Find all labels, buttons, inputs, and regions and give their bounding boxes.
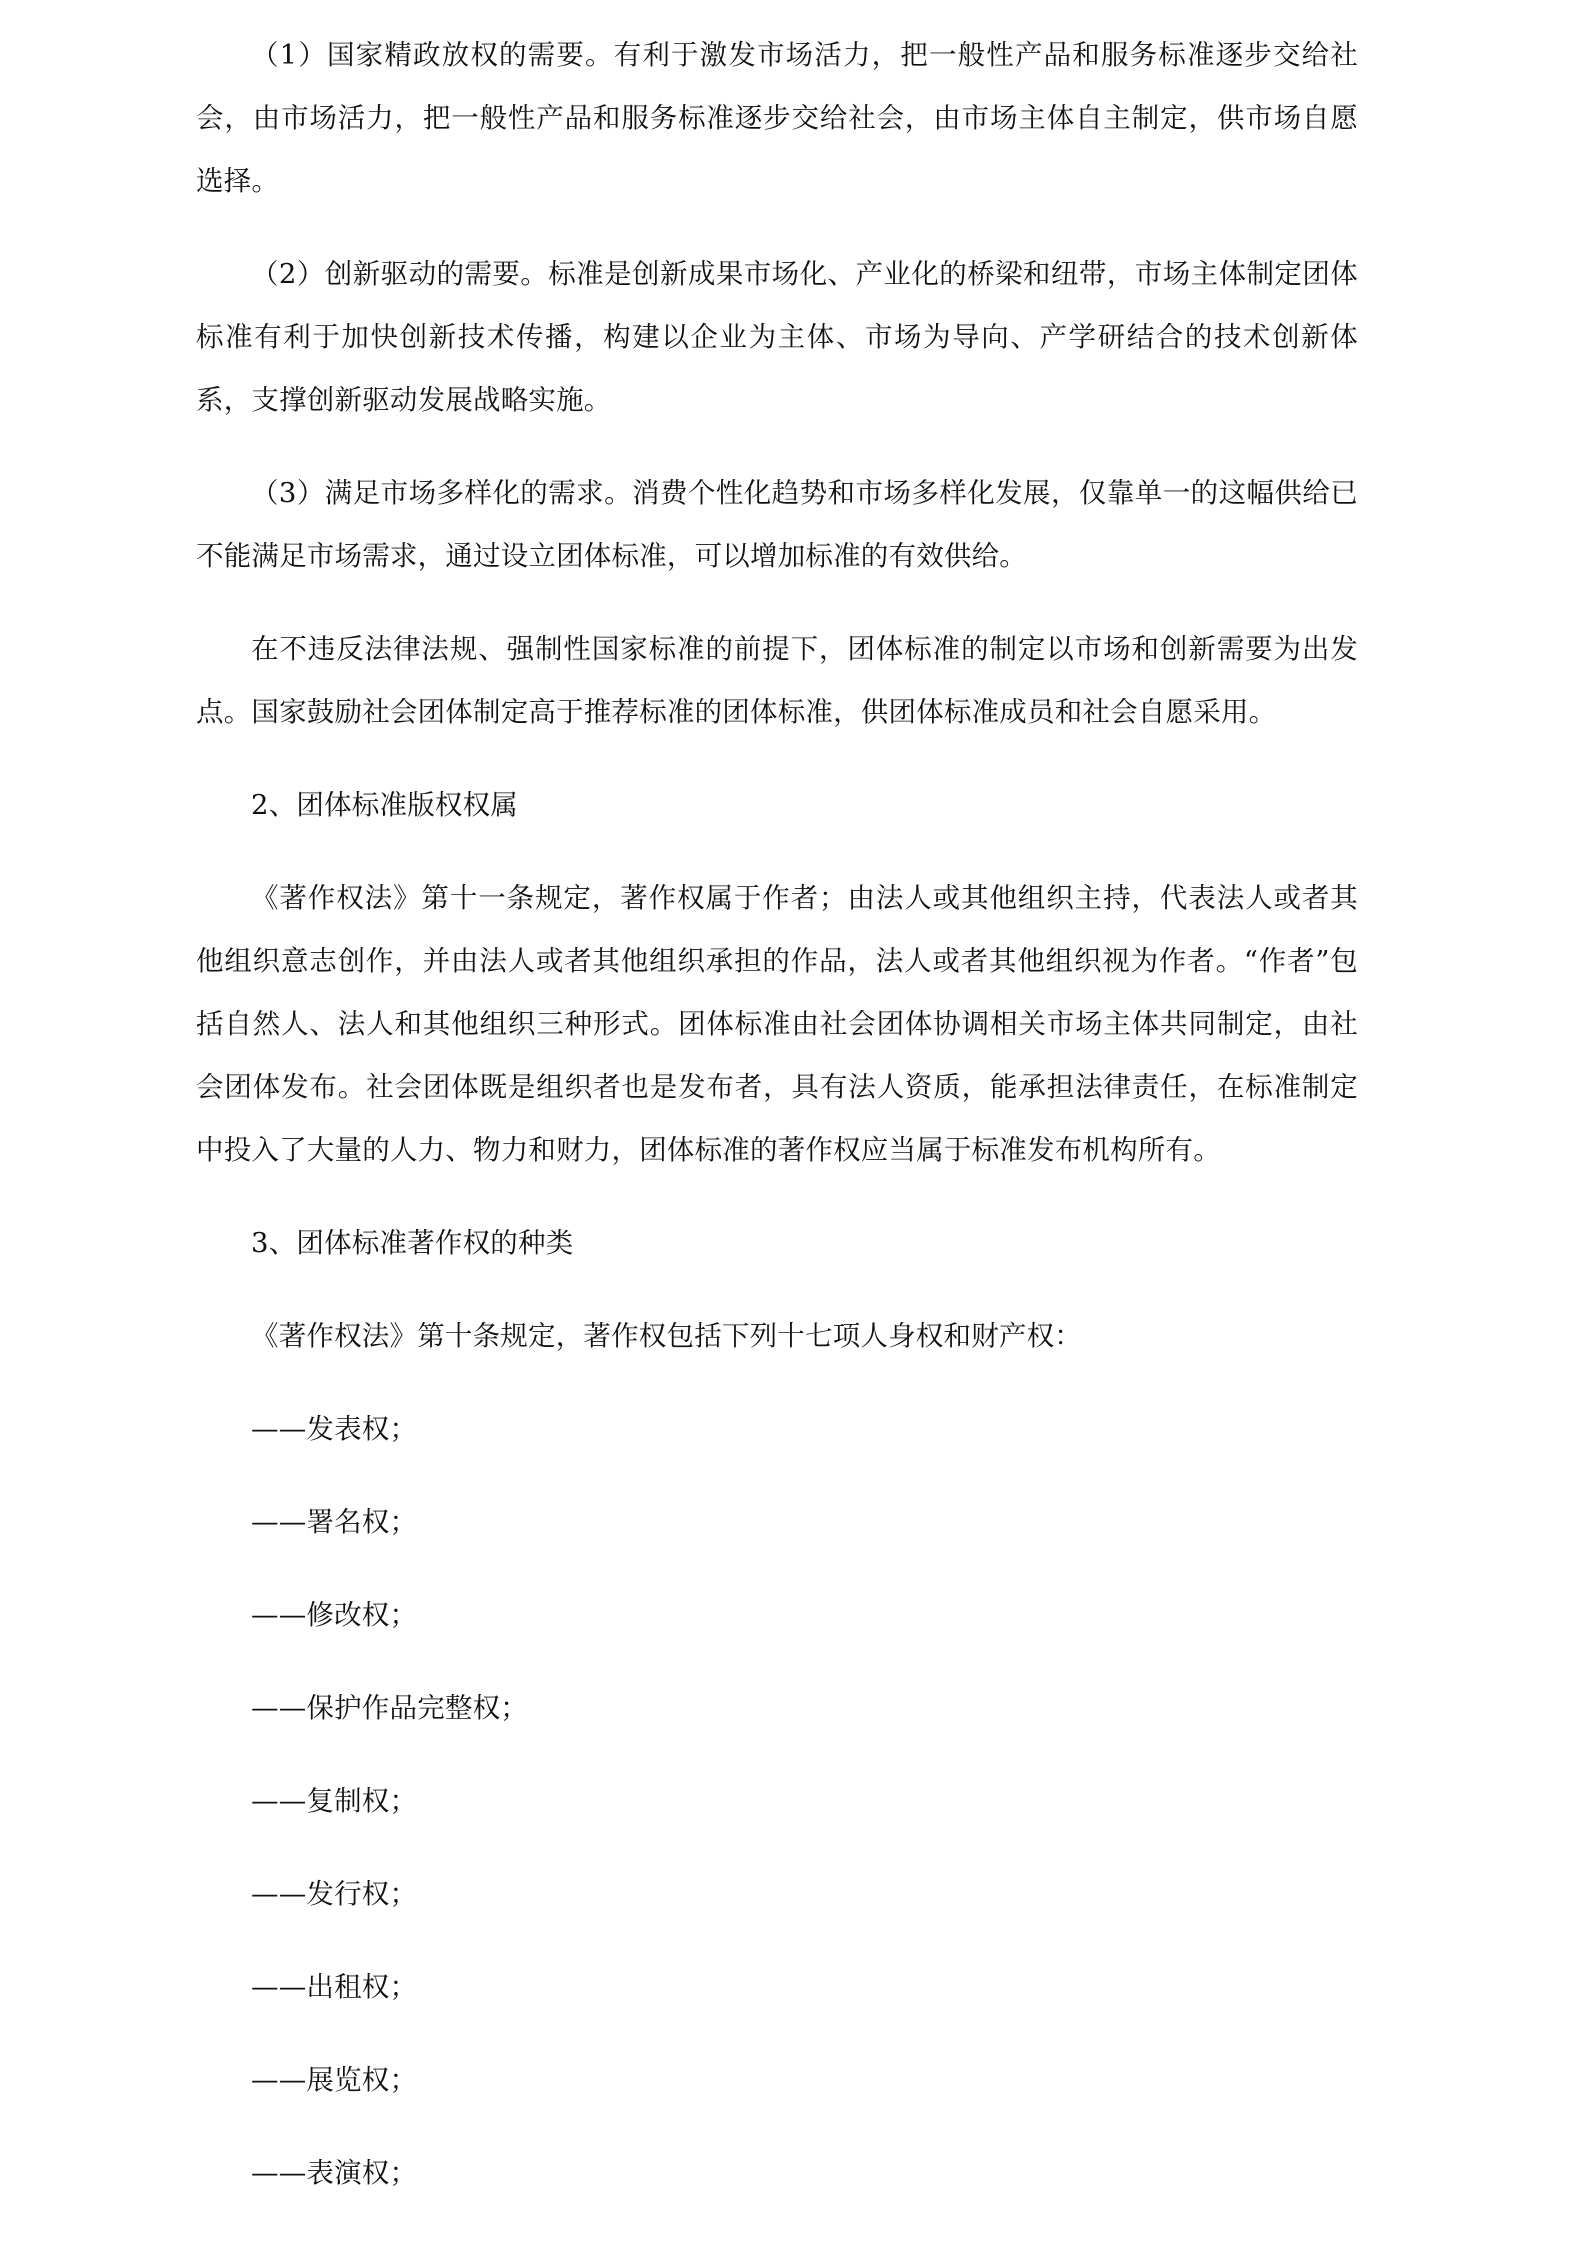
right-item-reproduction: ——复制权； xyxy=(251,1785,418,1817)
right-item-revision: ——修改权； xyxy=(251,1599,418,1631)
paragraph-1: （1）国家精政放权的需要。有利于激发市场活力，把一般性产品和服务标准逐步交给社会，由市场活力，把一般性产品和服务标准逐步交给社会，由市场主体自主制定，供市场自愿选择。 xyxy=(196,39,1358,197)
document-body xyxy=(196,24,1358,2235)
right-item-rental: ——出租权； xyxy=(251,1971,418,2003)
paragraph-5: 《著作权法》第十一条规定，著作权属于作者；由法人或其他组织主持，代表法人或者其他组织意志创作，并由法人或者其他组织承担的作品，法人或者其他组织视为作者。“作者”包括自然人、法人和其他组织三种形式。团体标准由社会团体协调相关市场主体共同制定，由社会团体发布。社会团体既是组织者也是发布者，具有法人资质，能承担法律责任，在标准制定中投入了大量的人力、物力和财力，团体标准的著作权应当属于标准发布机构所有。 xyxy=(196,882,1358,1166)
right-item-authorship: ——署名权； xyxy=(251,1506,418,1538)
section-heading-2: 2、团体标准版权权属 xyxy=(251,789,518,821)
right-item-distribution: ——发行权； xyxy=(251,1878,418,1910)
right-item-integrity: ——保护作品完整权； xyxy=(251,1692,528,1724)
right-item-exhibition: ——展览权； xyxy=(251,2064,418,2096)
paragraph-4: 在不违反法律法规、强制性国家标准的前提下，团体标准的制定以市场和创新需要为出发点。国家鼓励社会团体制定高于推荐标准的团体标准，供团体标准成员和社会自愿采用。 xyxy=(196,633,1358,728)
right-item-publication: ——发表权； xyxy=(251,1413,418,1445)
paragraph-6: 《著作权法》第十条规定，著作权包括下列十七项人身权和财产权： xyxy=(251,1320,1082,1352)
section-heading-3: 3、团体标准著作权的种类 xyxy=(251,1227,574,1259)
paragraph-3: （3）满足市场多样化的需求。消费个性化趋势和市场多样化发展，仅靠单一的这幅供给已不能满足市场需求，通过设立团体标准，可以增加标准的有效供给。 xyxy=(196,477,1358,572)
right-item-performance: ——表演权； xyxy=(251,2157,418,2189)
paragraph-2: （2）创新驱动的需要。标准是创新成果市场化、产业化的桥梁和纽带，市场主体制定团体标准有利于加快创新技术传播，构建以企业为主体、市场为导向、产学研结合的技术创新体系，支撑创新驱动发展战略实施。 xyxy=(196,258,1358,416)
